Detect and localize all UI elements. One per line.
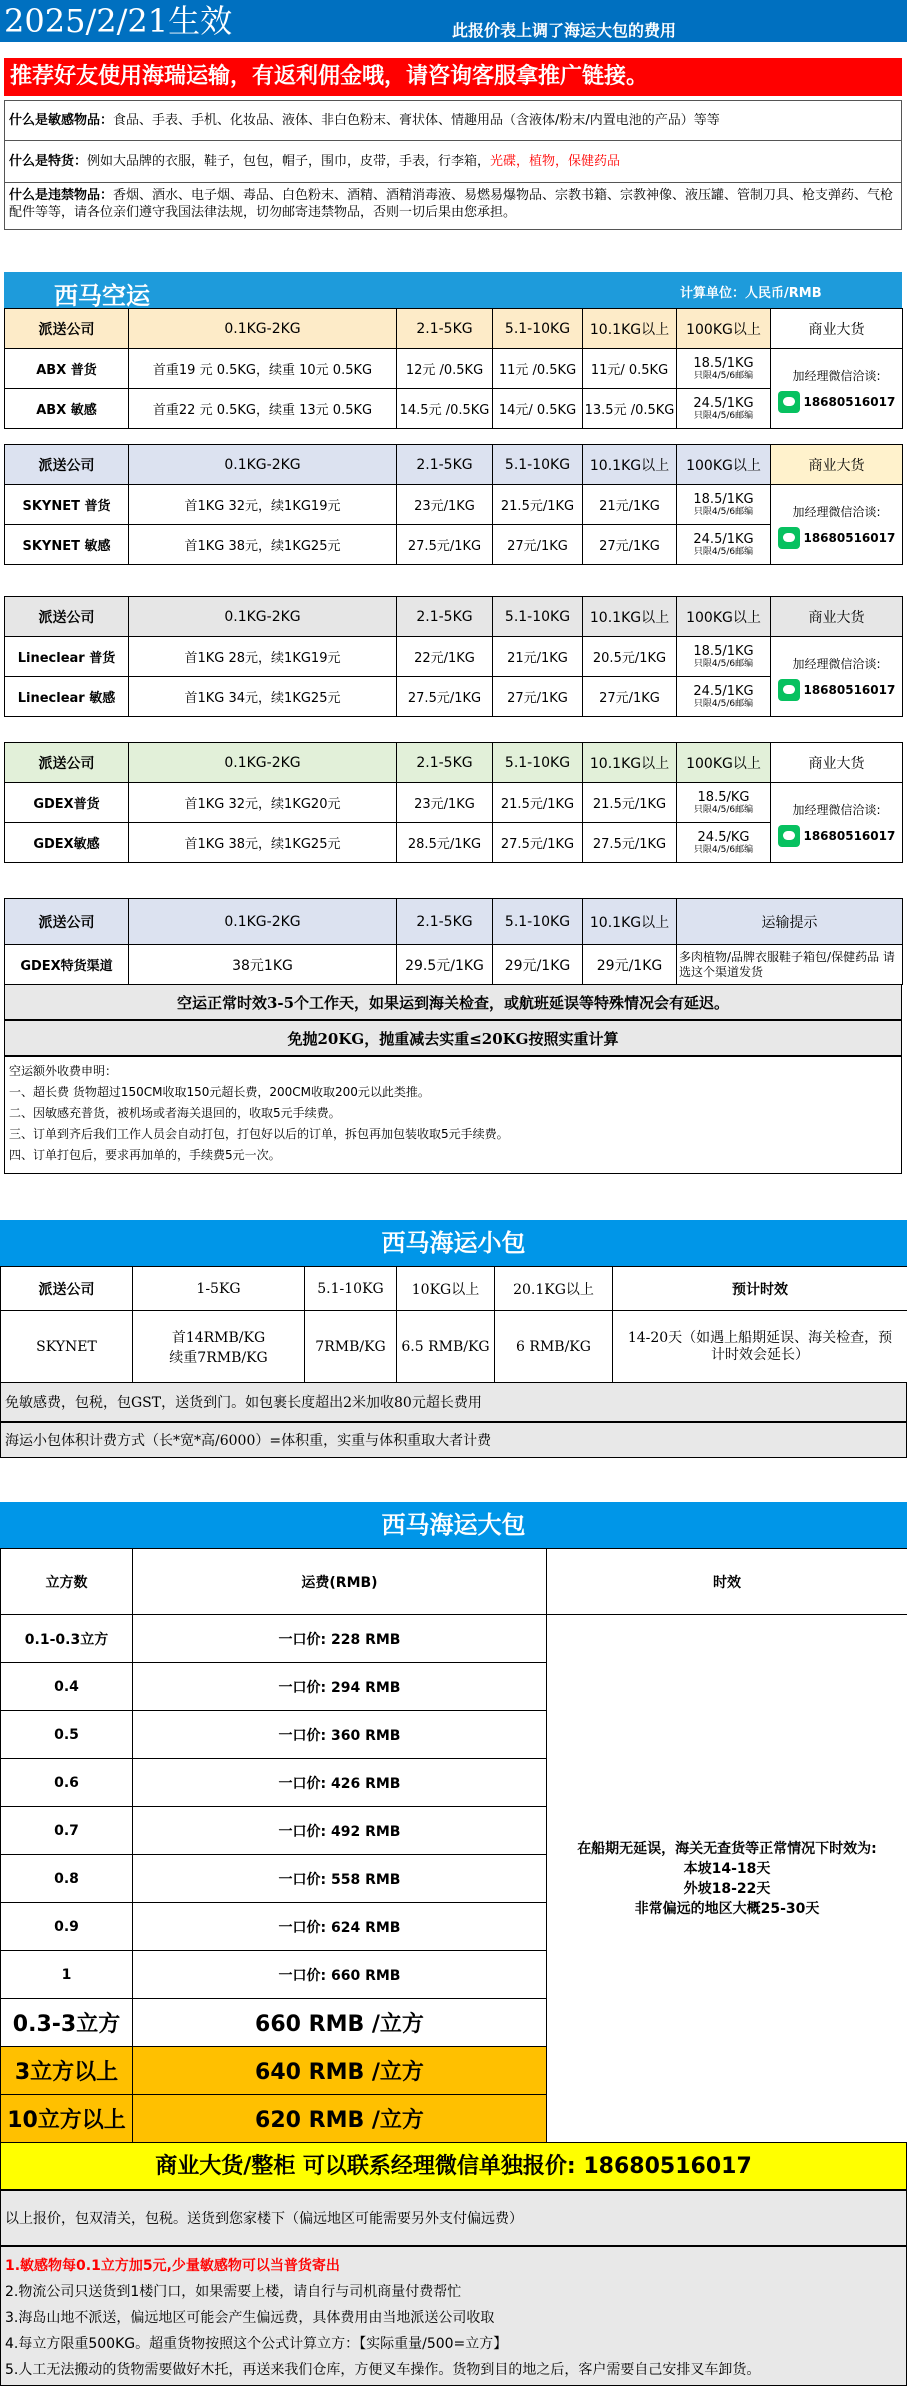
air-company: GDEX普货 bbox=[5, 783, 129, 823]
rule-line: 5.人工无法搬动的货物需要做好木托，再送来我们仓库，方便叉车操作。货物到目的地之后，客户需要自己安排叉车卸货。 bbox=[5, 2362, 761, 2378]
air-only-note: 只限4/5/6邮编 bbox=[693, 546, 754, 557]
sb-volume: 1 bbox=[1, 1951, 133, 1999]
effective-date: 2025/2/21生效 bbox=[4, 2, 233, 40]
air-price: 14元/ 0.5KG bbox=[493, 389, 583, 429]
rule-line: 4.每立方限重500KG。超重货物按照这个公式计算立方：【实际重量/500=立方】 bbox=[5, 2336, 508, 2352]
sb-eta bbox=[547, 1615, 907, 2143]
air-price: 27元/1KG bbox=[583, 677, 677, 717]
ss-p2: 7RMB/KG bbox=[305, 1311, 397, 1383]
ss-p1b: 续重7RMB/KG bbox=[169, 1349, 268, 1366]
air-100kg-price: 18.5/1KG bbox=[693, 491, 754, 507]
air-contact-label: 加经理微信洽谈: bbox=[792, 368, 881, 383]
air-group-table bbox=[4, 742, 903, 863]
air-col-header: 100KG以上 bbox=[677, 309, 771, 349]
promo-banner: 推荐好友使用海瑞运输，有返利佣金哦，请咨询客服拿推广链接。 bbox=[4, 58, 902, 96]
air-phone: 18680516017 bbox=[803, 394, 896, 409]
air-price: 13.5元 /0.5KG bbox=[583, 389, 677, 429]
rule-line: 3.海岛山地不派送，偏远地区可能会产生偏远费，具体费用由当地派送公司收取 bbox=[5, 2310, 495, 2326]
header-note: 此报价表上调了海运大包的费用 bbox=[452, 21, 677, 40]
air-free: 免抛20KG，抛重减去实重≤20KG按照实重计算 bbox=[4, 1020, 902, 1056]
special-note bbox=[5, 141, 901, 183]
air-price: 首1KG 28元，续1KG19元 bbox=[129, 637, 397, 677]
sb-volume: 0.4 bbox=[1, 1663, 133, 1711]
air-price: 27.5元/1KG bbox=[397, 525, 493, 565]
banned-label: 什么是违禁物品： bbox=[9, 188, 114, 203]
special-label: 什么是特货： bbox=[9, 154, 88, 169]
air-100kg bbox=[677, 823, 771, 863]
special-text: 例如大品牌的衣服，鞋子，包包，帽子，围巾，皮带，手表，行李箱， bbox=[87, 154, 491, 169]
air-only-note: 只限4/5/6邮编 bbox=[693, 844, 754, 855]
air-100kg bbox=[677, 783, 771, 823]
air-col-header: 10.1KG以上 bbox=[583, 309, 677, 349]
air-col-header: 100KG以上 bbox=[677, 597, 771, 637]
banned-text: 香烟、酒水、电子烟、毒品、白色粉末、酒精、酒精消毒液、易燃易爆物品、宗教书籍、宗教神像、液压罐、管制刀具、枪支弹药、气枪配件等等，请各位亲们遵守我国法律法规，切勿邮寄违禁物品，否则一切后果由您承担。 bbox=[9, 188, 894, 220]
sb-big-volume: 3立方以上 bbox=[1, 2047, 133, 2095]
sb-price: 一口价: 624 RMB bbox=[133, 1903, 547, 1951]
ss-note2: 海运小包体积计费方式（长*宽*高/6000）=体积重，实重与体积重取大者计费 bbox=[0, 1422, 907, 1458]
air-only-note: 只限4/5/6邮编 bbox=[693, 804, 754, 815]
air-col-header: 0.1KG-2KG bbox=[129, 743, 397, 783]
air-col-header: 商业大货 bbox=[771, 309, 903, 349]
air-price: 21元/1KG bbox=[493, 637, 583, 677]
ss-col-4: 20.1KG以上 bbox=[495, 1267, 613, 1311]
commerce-bar: 商业大货/整柜 可以联系经理微信单独报价: 18680516017 bbox=[0, 2142, 907, 2190]
air-price: 14.5元 /0.5KG bbox=[397, 389, 493, 429]
air-phone: 18680516017 bbox=[803, 828, 896, 843]
air-only-note: 只限4/5/6邮编 bbox=[693, 410, 754, 421]
air-price: 首1KG 34元，续1KG25元 bbox=[129, 677, 397, 717]
rule-line: 2.物流公司只送货到1楼门口，如果需要上楼，请自行与司机商量付费帮忙 bbox=[5, 2284, 462, 2300]
sb-price: 一口价: 294 RMB bbox=[133, 1663, 547, 1711]
rule-red: 1.敏感物每0.1立方加5元,少量敏感物可以当普货寄出 bbox=[5, 2258, 340, 2274]
sensitive-note bbox=[5, 101, 901, 141]
air-company: ABX 敏感 bbox=[5, 389, 129, 429]
sb-price: 一口价: 426 RMB bbox=[133, 1759, 547, 1807]
special-red-text: 光碟，植物，保健药品 bbox=[490, 154, 621, 169]
air-unit: 计算单位：人民币/RMB bbox=[680, 286, 822, 301]
air-price: 21.5元/1KG bbox=[493, 783, 583, 823]
air-100kg bbox=[677, 349, 771, 389]
air-extra-line: 空运额外收费申明： bbox=[9, 1064, 118, 1078]
ss-col-3: 10KG以上 bbox=[397, 1267, 495, 1311]
sb-volume: 0.5 bbox=[1, 1711, 133, 1759]
sb-volume: 0.8 bbox=[1, 1855, 133, 1903]
sea-small-table bbox=[0, 1266, 907, 1383]
sp-col-3: 5.1-10KG bbox=[493, 899, 583, 945]
air-100kg-price: 24.5/KG bbox=[697, 829, 750, 845]
air-phone: 18680516017 bbox=[803, 530, 896, 545]
sb-eta-line: 非常偏远的地区大概25-30天 bbox=[634, 1900, 820, 1917]
air-only-note: 只限4/5/6邮编 bbox=[693, 370, 754, 381]
air-col-header: 5.1-10KG bbox=[493, 445, 583, 485]
air-col-header: 10.1KG以上 bbox=[583, 445, 677, 485]
air-col-header: 2.1-5KG bbox=[397, 445, 493, 485]
air-price: 12元 /0.5KG bbox=[397, 349, 493, 389]
sb-col-volume: 立方数 bbox=[1, 1549, 133, 1615]
sb-volume: 0.9 bbox=[1, 1903, 133, 1951]
air-extra-line: 二、因敏感充普货，被机场或者海关退回的，收取5元手续费。 bbox=[9, 1106, 341, 1120]
ss-p1a: 首14RMB/KG bbox=[171, 1329, 266, 1346]
notes-box bbox=[4, 100, 902, 230]
air-col-header: 派送公司 bbox=[5, 597, 129, 637]
sb-eta-line: 在船期无延误，海关无查货等正常情况下时效为: bbox=[577, 1840, 877, 1857]
air-company: Lineclear 敏感 bbox=[5, 677, 129, 717]
air-col-header: 商业大货 bbox=[771, 743, 903, 783]
sp-c4: 29元/1KG bbox=[583, 945, 677, 985]
wechat-icon bbox=[778, 679, 800, 701]
air-100kg bbox=[677, 525, 771, 565]
sea-big-table bbox=[0, 1548, 907, 2143]
ss-col-2: 5.1-10KG bbox=[305, 1267, 397, 1311]
air-contact-label: 加经理微信洽谈: bbox=[792, 802, 881, 817]
air-col-header: 5.1-10KG bbox=[493, 743, 583, 783]
sb-big-volume: 0.3-3立方 bbox=[1, 1999, 133, 2047]
sp-c1: 38元1KG bbox=[129, 945, 397, 985]
sp-tip: 多肉植物/品牌衣服鞋子箱包/保健药品 请选这个渠道发货 bbox=[677, 945, 903, 985]
sb-price: 一口价: 558 RMB bbox=[133, 1855, 547, 1903]
air-col-header: 商业大货 bbox=[771, 597, 903, 637]
sb-price: 一口价: 360 RMB bbox=[133, 1711, 547, 1759]
sb-col-eta: 时效 bbox=[547, 1549, 907, 1615]
air-company: SKYNET 普货 bbox=[5, 485, 129, 525]
air-col-header: 0.1KG-2KG bbox=[129, 445, 397, 485]
sb-price: 一口价: 660 RMB bbox=[133, 1951, 547, 1999]
air-price: 28.5元/1KG bbox=[397, 823, 493, 863]
sb-price: 一口价: 492 RMB bbox=[133, 1807, 547, 1855]
air-col-header: 派送公司 bbox=[5, 309, 129, 349]
wechat-icon bbox=[778, 825, 800, 847]
air-title: 西马空运 bbox=[54, 282, 150, 310]
air-100kg-price: 18.5/KG bbox=[697, 789, 750, 805]
sb-big-price: 660 RMB /立方 bbox=[133, 1999, 547, 2047]
sp-col-company: 派送公司 bbox=[5, 899, 129, 945]
air-100kg bbox=[677, 389, 771, 429]
air-price: 20.5元/1KG bbox=[583, 637, 677, 677]
air-contact bbox=[771, 783, 903, 863]
air-price: 21.5元/1KG bbox=[493, 485, 583, 525]
air-price: 首1KG 32元，续1KG20元 bbox=[129, 783, 397, 823]
air-price: 首1KG 38元，续1KG25元 bbox=[129, 525, 397, 565]
air-price: 27元/1KG bbox=[583, 525, 677, 565]
ss-col-company: 派送公司 bbox=[1, 1267, 133, 1311]
air-col-header: 2.1-5KG bbox=[397, 597, 493, 637]
sea-big-title: 西马海运大包 bbox=[0, 1502, 907, 1548]
air-col-header: 2.1-5KG bbox=[397, 309, 493, 349]
air-price: 27元/1KG bbox=[493, 525, 583, 565]
air-contact bbox=[771, 485, 903, 565]
sb-big-volume: 10立方以上 bbox=[1, 2095, 133, 2143]
air-price: 首重19 元 0.5KG，续重 10元 0.5KG bbox=[129, 349, 397, 389]
sb-volume: 0.6 bbox=[1, 1759, 133, 1807]
air-100kg-price: 24.5/1KG bbox=[693, 683, 754, 699]
air-price: 首1KG 32元，续1KG19元 bbox=[129, 485, 397, 525]
air-extra-line: 三、订单到齐后我们工作人员会自动打包，打包好以后的订单，拆包再加包装收取5元手续费。 bbox=[9, 1127, 509, 1141]
air-only-note: 只限4/5/6邮编 bbox=[693, 506, 754, 517]
sp-name: GDEX特货渠道 bbox=[5, 945, 129, 985]
sp-c3: 29元/1KG bbox=[493, 945, 583, 985]
air-group-table bbox=[4, 596, 903, 717]
sensitive-text: 食品、手表、手机、化妆品、液体、非白色粉末、膏状体、情趣用品（含液体/粉末/内置电池的产品）等等 bbox=[113, 113, 720, 128]
air-col-header: 派送公司 bbox=[5, 743, 129, 783]
air-col-header: 2.1-5KG bbox=[397, 743, 493, 783]
air-company: ABX 普货 bbox=[5, 349, 129, 389]
ss-eta: 14-20天（如遇上船期延误、海关检查，预计时效会延长） bbox=[613, 1311, 907, 1383]
air-phone: 18680516017 bbox=[803, 682, 896, 697]
sb-col-price: 运费(RMB) bbox=[133, 1549, 547, 1615]
banned-note bbox=[5, 183, 901, 225]
air-col-header: 5.1-10KG bbox=[493, 597, 583, 637]
air-100kg bbox=[677, 637, 771, 677]
rules-box bbox=[0, 2246, 907, 2386]
air-only-note: 只限4/5/6邮编 bbox=[693, 658, 754, 669]
air-contact-label: 加经理微信洽谈: bbox=[792, 504, 881, 519]
sp-col-1: 0.1KG-2KG bbox=[129, 899, 397, 945]
air-company: SKYNET 敏感 bbox=[5, 525, 129, 565]
air-price: 23元/1KG bbox=[397, 783, 493, 823]
air-price: 11元 /0.5KG bbox=[493, 349, 583, 389]
air-extra-line: 四、订单打包后，要求再加单的，手续费5元一次。 bbox=[9, 1148, 281, 1162]
air-only-note: 只限4/5/6邮编 bbox=[693, 698, 754, 709]
air-extra-line: 一、超长费 货物超过150CM收取150元超长费，200CM收取200元以此类推。 bbox=[9, 1085, 430, 1099]
air-price: 27.5元/1KG bbox=[493, 823, 583, 863]
air-price: 23元/1KG bbox=[397, 485, 493, 525]
air-100kg-price: 18.5/1KG bbox=[693, 355, 754, 371]
special-channel-table bbox=[4, 898, 903, 985]
sp-col-2: 2.1-5KG bbox=[397, 899, 493, 945]
sb-big-price: 620 RMB /立方 bbox=[133, 2095, 547, 2143]
wechat-icon bbox=[778, 391, 800, 413]
air-col-header: 10.1KG以上 bbox=[583, 743, 677, 783]
air-col-header: 100KG以上 bbox=[677, 743, 771, 783]
ss-note1: 免敏感费，包税，包GST，送货到门。如包裹长度超出2米加收80元超长费用 bbox=[0, 1382, 907, 1422]
sp-col-transport: 运输提示 bbox=[677, 899, 903, 945]
air-col-header: 派送公司 bbox=[5, 445, 129, 485]
air-group-table bbox=[4, 444, 903, 565]
air-contact bbox=[771, 637, 903, 717]
air-col-header: 10.1KG以上 bbox=[583, 597, 677, 637]
air-col-header: 0.1KG-2KG bbox=[129, 309, 397, 349]
sp-col-4: 10.1KG以上 bbox=[583, 899, 677, 945]
sb-eta-line: 外坡18-22天 bbox=[683, 1880, 771, 1897]
air-extra bbox=[4, 1056, 902, 1174]
air-price: 27.5元/1KG bbox=[583, 823, 677, 863]
sb-price: 一口价: 228 RMB bbox=[133, 1615, 547, 1663]
air-timing: 空运正常时效3-5个工作天，如果运到海关检查，或航班延误等特殊情况会有延迟。 bbox=[4, 984, 902, 1020]
wechat-icon bbox=[778, 527, 800, 549]
air-price: 27.5元/1KG bbox=[397, 677, 493, 717]
ss-col-eta: 预计时效 bbox=[613, 1267, 907, 1311]
air-company: Lineclear 普货 bbox=[5, 637, 129, 677]
sb-eta-line: 本坡14-18天 bbox=[683, 1860, 771, 1877]
ss-company: SKYNET bbox=[1, 1311, 133, 1383]
air-price: 27元/1KG bbox=[493, 677, 583, 717]
air-price: 首重22 元 0.5KG，续重 13元 0.5KG bbox=[129, 389, 397, 429]
air-group-table bbox=[4, 308, 903, 429]
ss-p3: 6.5 RMB/KG bbox=[397, 1311, 495, 1383]
air-100kg-price: 18.5/1KG bbox=[693, 643, 754, 659]
header-banner bbox=[0, 0, 907, 42]
sp-c2: 29.5元/1KG bbox=[397, 945, 493, 985]
air-col-header: 5.1-10KG bbox=[493, 309, 583, 349]
air-price: 11元/ 0.5KG bbox=[583, 349, 677, 389]
air-contact-label: 加经理微信洽谈: bbox=[792, 656, 881, 671]
sb-volume: 0.7 bbox=[1, 1807, 133, 1855]
air-company: GDEX敏感 bbox=[5, 823, 129, 863]
air-price: 21元/1KG bbox=[583, 485, 677, 525]
air-col-header: 商业大货 bbox=[771, 445, 903, 485]
air-contact bbox=[771, 349, 903, 429]
air-title-bar bbox=[4, 272, 902, 308]
include-note: 以上报价，包双清关，包税。送货到您家楼下（偏远地区可能需要另外支付偏远费） bbox=[0, 2190, 907, 2246]
sb-volume: 0.1-0.3立方 bbox=[1, 1615, 133, 1663]
air-col-header: 100KG以上 bbox=[677, 445, 771, 485]
air-col-header: 0.1KG-2KG bbox=[129, 597, 397, 637]
air-100kg bbox=[677, 485, 771, 525]
air-price: 22元/1KG bbox=[397, 637, 493, 677]
air-100kg-price: 24.5/1KG bbox=[693, 395, 754, 411]
air-price: 首1KG 38元，续1KG25元 bbox=[129, 823, 397, 863]
air-price: 21.5元/1KG bbox=[583, 783, 677, 823]
ss-p1 bbox=[133, 1311, 305, 1383]
air-100kg bbox=[677, 677, 771, 717]
ss-p4: 6 RMB/KG bbox=[495, 1311, 613, 1383]
ss-col-1: 1-5KG bbox=[133, 1267, 305, 1311]
sensitive-label: 什么是敏感物品： bbox=[9, 113, 114, 128]
sb-big-price: 640 RMB /立方 bbox=[133, 2047, 547, 2095]
air-100kg-price: 24.5/1KG bbox=[693, 531, 754, 547]
sea-small-title: 西马海运小包 bbox=[0, 1220, 907, 1266]
